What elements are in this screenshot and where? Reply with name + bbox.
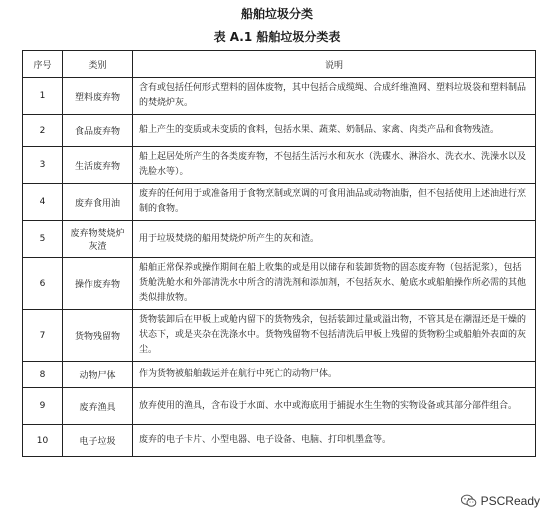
row-description: 船舶正常保养或操作期间在船上收集的或是用以储存和装卸货物的固态废弃物（包括泥浆），包括货舱洗舱水和外部清洗水中所含的清洗剂和添加剂，不包括灰水、舱底水或船舶操作所必需的其他类似排放物。 <box>133 258 536 310</box>
row-category: 动物尸体 <box>63 362 133 388</box>
row-category: 电子垃圾 <box>63 425 133 457</box>
row-number: 5 <box>23 221 63 258</box>
row-description: 货物装卸后在甲板上或舱内留下的货物残余，包括装卸过量或溢出物，不管其是在潮湿还是干燥的状态下，或是夹杂在洗涤水中。货物残留物不包括清洗后甲板上残留的货物粉尘或船舶外表面的灰尘。 <box>133 310 536 362</box>
row-number: 7 <box>23 310 63 362</box>
row-number: 6 <box>23 258 63 310</box>
row-number: 10 <box>23 425 63 457</box>
wechat-icon <box>461 494 477 508</box>
row-number: 8 <box>23 362 63 388</box>
row-number: 3 <box>23 147 63 184</box>
table-row <box>23 258 536 310</box>
row-category: 货物残留物 <box>63 310 133 362</box>
document-title: 船舶垃圾分类 <box>240 7 313 21</box>
table-row <box>23 115 536 147</box>
watermark-text: PSCReady <box>480 494 540 508</box>
table-row <box>23 78 536 115</box>
row-description: 废弃的任何用于或准备用于食物烹制或烹调的可食用油品或动物油脂，但不包括使用上述油进行烹制的食物。 <box>133 184 536 221</box>
row-category: 食品废弃物 <box>63 115 133 147</box>
row-number: 1 <box>23 78 63 115</box>
watermark <box>461 494 540 508</box>
row-category: 废弃渔具 <box>63 388 133 425</box>
table-row <box>23 221 536 258</box>
table-row <box>23 147 536 184</box>
row-description: 船上产生的变质或未变质的食料，包括水果、蔬菜、奶制品、家禽、肉类产品和食物残渣。 <box>133 115 536 147</box>
row-category: 塑料废弃物 <box>63 78 133 115</box>
row-description: 用于垃圾焚烧的船用焚烧炉所产生的灰和渣。 <box>133 221 536 258</box>
table-row <box>23 310 536 362</box>
row-number: 9 <box>23 388 63 425</box>
garbage-classification-table <box>22 50 536 457</box>
row-number: 4 <box>23 184 63 221</box>
table-row <box>23 362 536 388</box>
row-description: 含有或包括任何形式塑料的固体废物，其中包括合成缆绳、合成纤维渔网、塑料垃圾袋和塑料制品的焚烧炉灰。 <box>133 78 536 115</box>
table-caption: 表 A.1 船舶垃圾分类表 <box>213 30 341 44</box>
header-category: 类别 <box>63 51 133 78</box>
row-category: 废弃食用油 <box>63 184 133 221</box>
row-description: 作为货物被船舶载运并在航行中死亡的动物尸体。 <box>133 362 536 388</box>
row-description: 船上起居处所产生的各类废弃物，不包括生活污水和灰水（洗碟水、淋浴水、洗衣水、洗澡水以及洗脸水等）。 <box>133 147 536 184</box>
header-number: 序号 <box>23 51 63 78</box>
table-row <box>23 184 536 221</box>
table-row <box>23 388 536 425</box>
row-category: 操作废弃物 <box>63 258 133 310</box>
table-header-row <box>23 51 536 78</box>
row-description: 放弃使用的渔具，含布设于水面、水中或海底用于捕捉水生生物的实物设备或其部分部件组合。 <box>133 388 536 425</box>
row-category: 生活废弃物 <box>63 147 133 184</box>
row-number: 2 <box>23 115 63 147</box>
row-description: 废弃的电子卡片、小型电器、电子设备、电脑、打印机墨盒等。 <box>133 425 536 457</box>
row-category: 废弃物焚烧炉灰渣 <box>63 221 133 258</box>
header-description: 说明 <box>133 51 536 78</box>
table-row <box>23 425 536 457</box>
